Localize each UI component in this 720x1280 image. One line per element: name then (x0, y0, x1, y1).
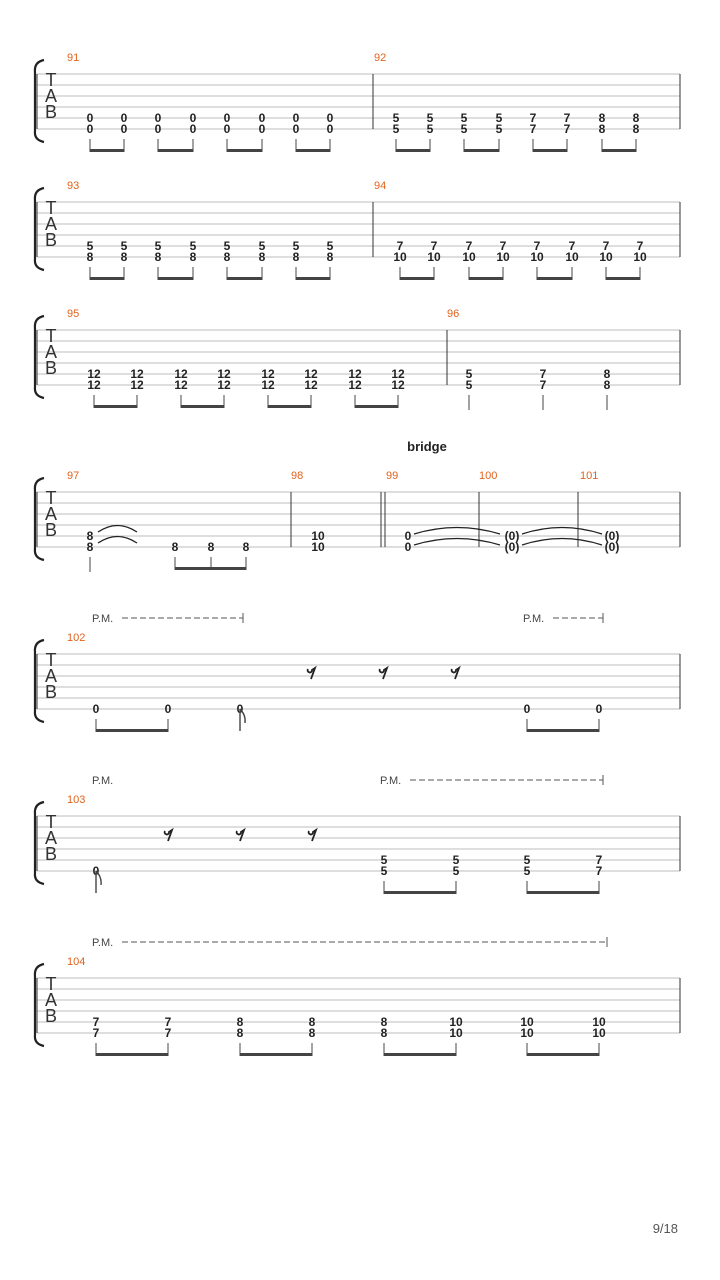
tab-clef-letter: T (45, 650, 57, 670)
tab-clef-letter: T (45, 326, 57, 346)
fret-number: 8 (603, 367, 611, 381)
fret-number: 12 (304, 378, 318, 392)
fret-number: 12 (130, 378, 144, 392)
fret-number: 8 (380, 1026, 388, 1040)
eighth-rest (309, 830, 316, 841)
fret-number: 8 (242, 540, 250, 554)
fret-number: (0) (604, 540, 620, 554)
fret-number: 12 (304, 367, 318, 381)
beam (158, 149, 193, 152)
fret-number: 0 (86, 122, 94, 136)
fret-number: 10 (633, 250, 647, 264)
measure-number: 99 (386, 470, 399, 482)
fret-number: 8 (223, 250, 231, 264)
measure-number: 92 (374, 52, 387, 64)
fret-number: 10 (449, 1026, 463, 1040)
fret-number: 7 (595, 853, 603, 867)
beam (181, 405, 224, 408)
fret-number: 12 (130, 367, 144, 381)
fret-number: 10 (393, 250, 407, 264)
fret-number: 10 (599, 250, 613, 264)
fret-number: 8 (189, 250, 197, 264)
fret-number: 12 (348, 378, 362, 392)
fret-number: 10 (520, 1015, 534, 1029)
fret-number: 5 (223, 239, 231, 253)
tab-clef-letter: A (44, 990, 58, 1010)
fret-number: 8 (236, 1015, 244, 1029)
fret-number: 0 (120, 111, 128, 125)
fret-number: 10 (530, 250, 544, 264)
fret-number: 10 (462, 250, 476, 264)
beam (355, 405, 398, 408)
tab-system-5 (35, 632, 680, 732)
palm-mute (523, 613, 603, 625)
fret-number: 0 (164, 702, 172, 716)
fret-number: 10 (427, 250, 441, 264)
fret-number: 8 (207, 540, 215, 554)
tab-system-7 (35, 956, 680, 1056)
beam (537, 277, 572, 280)
fret-number: 0 (189, 122, 197, 136)
fret-number: 8 (292, 250, 300, 264)
eighth-rest (308, 668, 315, 679)
fret-number: 7 (563, 122, 571, 136)
measure-number: 95 (67, 308, 80, 320)
fret-number: 5 (258, 239, 266, 253)
beam (227, 149, 262, 152)
fret-number: 8 (598, 111, 606, 125)
eighth-rest (380, 668, 387, 679)
tab-clef-letter: T (45, 974, 57, 994)
fret-number: 10 (565, 250, 579, 264)
tab-clef-letter: B (44, 102, 58, 122)
fret-number: 5 (120, 239, 128, 253)
fret-number: (0) (504, 540, 520, 554)
tie-slur (414, 539, 500, 546)
measure-number: 93 (67, 180, 80, 192)
fret-number: 5 (465, 367, 473, 381)
fret-number: 8 (603, 378, 611, 392)
fret-number: 5 (380, 864, 388, 878)
fret-number: 5 (495, 122, 503, 136)
fret-number: 8 (171, 540, 179, 554)
fret-number: 8 (120, 250, 128, 264)
fret-number: 5 (426, 111, 434, 125)
tab-clef-letter: A (44, 828, 58, 848)
fret-number: 0 (92, 864, 100, 878)
fret-number: 12 (261, 378, 275, 392)
tab-clef-letter: A (44, 86, 58, 106)
fret-number: 12 (391, 367, 405, 381)
beam (296, 149, 330, 152)
fret-number: 0 (236, 702, 244, 716)
fret-number: 0 (120, 122, 128, 136)
tab-clef-letter: T (45, 488, 57, 508)
fret-number: 7 (529, 122, 537, 136)
tab-system-6 (35, 794, 680, 894)
beam (527, 1053, 599, 1056)
fret-number: 8 (632, 111, 640, 125)
section-label: bridge (407, 439, 447, 454)
beam (527, 891, 599, 894)
fret-number: 10 (311, 540, 325, 554)
fret-number: 8 (86, 540, 94, 554)
fret-number: 7 (539, 367, 547, 381)
beam (268, 405, 311, 408)
fret-number: 0 (404, 540, 412, 554)
fret-number: 12 (174, 367, 188, 381)
beam (296, 277, 330, 280)
fret-number: 12 (217, 378, 231, 392)
pm-label: P.M. (523, 613, 545, 625)
beam (384, 1053, 456, 1056)
fret-number: 7 (602, 239, 610, 253)
tie-slur (98, 537, 137, 544)
fret-number: 0 (223, 122, 231, 136)
fret-number: 7 (164, 1015, 172, 1029)
beam (96, 1053, 168, 1056)
fret-number: 7 (595, 864, 603, 878)
fret-number: 10 (496, 250, 510, 264)
fret-number: 8 (380, 1015, 388, 1029)
fret-number: 10 (520, 1026, 534, 1040)
system-bracket (35, 802, 44, 884)
fret-number: 5 (392, 111, 400, 125)
tie-slur (98, 526, 137, 533)
fret-number: 5 (460, 122, 468, 136)
system-bracket (35, 478, 44, 560)
beam (96, 729, 168, 732)
tab-clef-letter: T (45, 70, 57, 90)
measure-number: 102 (67, 632, 86, 644)
palm-mute (92, 613, 243, 625)
page-number: 9/18 (652, 1221, 678, 1236)
fret-number: 0 (258, 122, 266, 136)
fret-number: 12 (174, 378, 188, 392)
fret-number: 8 (308, 1026, 316, 1040)
system-bracket (35, 316, 44, 398)
tie-slur (522, 539, 602, 546)
fret-number: (0) (604, 529, 620, 543)
tab-clef-letter: A (44, 504, 58, 524)
fret-number: 8 (308, 1015, 316, 1029)
fret-number: 0 (92, 702, 100, 716)
fret-number: 8 (86, 250, 94, 264)
fret-number: 5 (189, 239, 197, 253)
tab-system-4 (35, 439, 680, 572)
palm-mute (92, 937, 607, 949)
tab-clef-letter: B (44, 844, 58, 864)
fret-number: 8 (632, 122, 640, 136)
fret-number: 7 (539, 378, 547, 392)
beam (606, 277, 640, 280)
fret-number: 12 (348, 367, 362, 381)
fret-number: 8 (236, 1026, 244, 1040)
beam (464, 149, 499, 152)
fret-number: 0 (523, 702, 531, 716)
tab-clef-letter: B (44, 1006, 58, 1026)
tab-clef-letter: B (44, 520, 58, 540)
fret-number: 0 (404, 529, 412, 543)
beam (396, 149, 430, 152)
fret-number: 7 (568, 239, 576, 253)
fret-number: 0 (292, 122, 300, 136)
system-bracket (35, 640, 44, 722)
eighth-rest (452, 668, 459, 679)
fret-number: 7 (430, 239, 438, 253)
pm-label: P.M. (380, 775, 402, 787)
tab-clef-letter: B (44, 682, 58, 702)
fret-number: 10 (311, 529, 325, 543)
fret-number: 8 (326, 250, 334, 264)
measure-number: 104 (67, 956, 86, 968)
fret-number: 12 (261, 367, 275, 381)
fret-number: 5 (426, 122, 434, 136)
fret-number: 12 (217, 367, 231, 381)
fret-number: 7 (92, 1026, 100, 1040)
tie-slur (414, 528, 500, 535)
measure-number: 101 (580, 470, 599, 482)
measure-number: 94 (374, 180, 387, 192)
fret-number: 0 (292, 111, 300, 125)
pm-label: P.M. (92, 775, 114, 787)
measure-number: 96 (447, 308, 460, 320)
fret-number: 5 (154, 239, 162, 253)
beam (158, 277, 193, 280)
pm-label: P.M. (92, 613, 114, 625)
beam (400, 277, 434, 280)
fret-number: 5 (326, 239, 334, 253)
palm-mute (92, 775, 113, 787)
beam (384, 891, 456, 894)
fret-number: 5 (86, 239, 94, 253)
fret-number: 12 (87, 378, 101, 392)
fret-number: 5 (460, 111, 468, 125)
tie-slur (522, 528, 602, 535)
fret-number: 7 (533, 239, 541, 253)
fret-number: 10 (449, 1015, 463, 1029)
beam (469, 277, 503, 280)
measure-number: 97 (67, 470, 80, 482)
fret-number: 5 (465, 378, 473, 392)
fret-number: 0 (223, 111, 231, 125)
fret-number: 0 (258, 111, 266, 125)
tab-system-1 (35, 52, 680, 152)
fret-number: 5 (380, 853, 388, 867)
fret-number: 7 (92, 1015, 100, 1029)
beam (533, 149, 567, 152)
palm-mute (380, 775, 603, 787)
fret-number: 0 (326, 122, 334, 136)
tab-system-3 (35, 308, 680, 410)
fret-number: 8 (258, 250, 266, 264)
tab-system-2 (35, 180, 680, 280)
fret-number: 10 (592, 1015, 606, 1029)
beam (90, 277, 124, 280)
system-bracket (35, 60, 44, 142)
beam (227, 277, 262, 280)
fret-number: 0 (154, 122, 162, 136)
tab-clef-letter: B (44, 230, 58, 250)
system-bracket (35, 188, 44, 270)
tab-clef-letter: A (44, 342, 58, 362)
measure-number: 91 (67, 52, 80, 64)
fret-number: 0 (595, 702, 603, 716)
fret-number: 0 (326, 111, 334, 125)
measure-number: 103 (67, 794, 86, 806)
fret-number: 0 (154, 111, 162, 125)
tab-clef-letter: B (44, 358, 58, 378)
fret-number: 5 (452, 853, 460, 867)
fret-number: 7 (465, 239, 473, 253)
beam (175, 567, 211, 570)
system-bracket (35, 964, 44, 1046)
fret-number: 5 (495, 111, 503, 125)
fret-number: 7 (164, 1026, 172, 1040)
beam (94, 405, 137, 408)
fret-number: 5 (452, 864, 460, 878)
fret-number: 10 (592, 1026, 606, 1040)
fret-number: 7 (636, 239, 644, 253)
fret-number: 7 (396, 239, 404, 253)
beam (90, 149, 124, 152)
tab-clef-letter: T (45, 198, 57, 218)
fret-number: 8 (154, 250, 162, 264)
fret-number: 5 (292, 239, 300, 253)
beam (211, 567, 246, 570)
measure-number: 98 (291, 470, 304, 482)
beam (240, 1053, 312, 1056)
measure-number: 100 (479, 470, 498, 482)
pm-label: P.M. (92, 937, 114, 949)
fret-number: 5 (523, 853, 531, 867)
tab-clef-letter: A (44, 214, 58, 234)
eighth-rest (165, 830, 172, 841)
fret-number: 8 (86, 529, 94, 543)
tab-clef-letter: T (45, 812, 57, 832)
eighth-rest (237, 830, 244, 841)
fret-number: 7 (529, 111, 537, 125)
tab-clef-letter: A (44, 666, 58, 686)
beam (527, 729, 599, 732)
fret-number: 5 (392, 122, 400, 136)
fret-number: 5 (523, 864, 531, 878)
fret-number: 7 (563, 111, 571, 125)
beam (602, 149, 636, 152)
fret-number: 12 (391, 378, 405, 392)
fret-number: 0 (86, 111, 94, 125)
fret-number: 8 (598, 122, 606, 136)
fret-number: (0) (504, 529, 520, 543)
fret-number: 0 (189, 111, 197, 125)
fret-number: 12 (87, 367, 101, 381)
fret-number: 7 (499, 239, 507, 253)
